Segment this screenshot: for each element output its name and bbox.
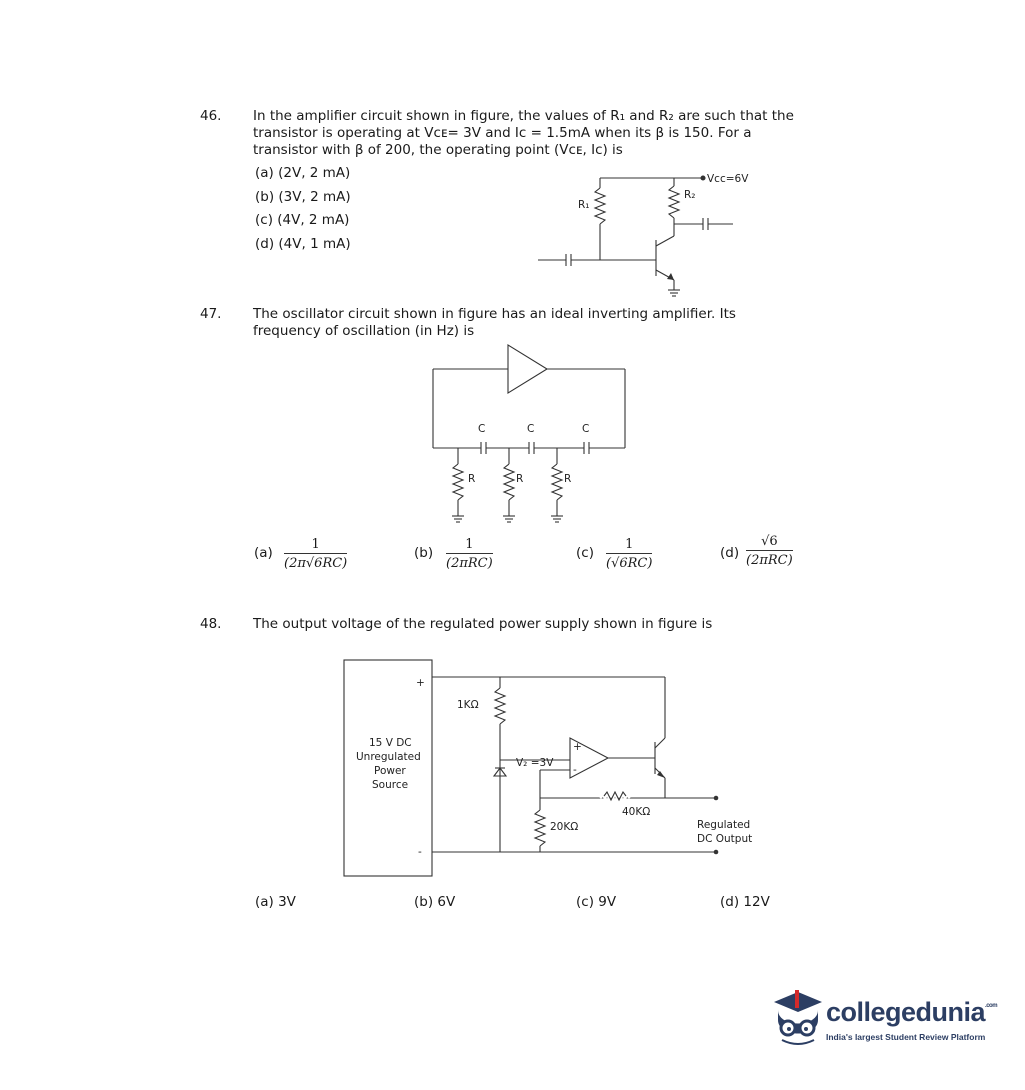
minus-label: - <box>418 846 422 858</box>
option-b-label[interactable]: (b) <box>414 545 434 561</box>
source-label: 15 V DC <box>369 737 412 749</box>
source-label: Unregulated <box>356 751 421 763</box>
collegedunia-logo-icon <box>768 988 824 1054</box>
option-b[interactable]: (b) (3V, 2 mA) <box>255 189 351 205</box>
source-label: Power <box>374 765 406 777</box>
formula-denominator: (√6RC) <box>606 556 653 571</box>
resistor-label: R <box>564 473 572 485</box>
option-a[interactable]: (a) 3V <box>255 894 296 910</box>
capacitor-label: C <box>527 423 535 435</box>
formula-numerator: 1 <box>606 537 652 554</box>
formula-denominator: (2πRC) <box>446 556 493 571</box>
question-line: In the amplifier circuit shown in figure, the values of R₁ and R₂ are such that the <box>253 108 794 124</box>
resistor-20k-label: 20KΩ <box>550 821 579 833</box>
opamp-minus-label: - <box>573 764 577 776</box>
resistor-label: R <box>468 473 476 485</box>
option-d[interactable]: (d) 12V <box>720 894 770 910</box>
resistor-label: R <box>516 473 524 485</box>
option-b[interactable]: (b) 6V <box>414 894 456 910</box>
question-number: 48. <box>200 616 222 632</box>
option-a-label[interactable]: (a) <box>254 545 273 561</box>
question-number: 47. <box>200 306 222 322</box>
option-d[interactable]: (d) (4V, 1 mA) <box>255 236 351 252</box>
r2-label: R₂ <box>684 189 696 201</box>
question-number: 46. <box>200 108 222 124</box>
r1-label: R₁ <box>578 199 590 211</box>
capacitor-label: C <box>582 423 590 435</box>
zener-voltage-label: V₂ =3V <box>516 757 554 769</box>
formula-denominator: (2πRC) <box>746 553 793 568</box>
output-label: Regulated <box>697 819 751 831</box>
plus-label: + <box>416 677 425 689</box>
source-label: Source <box>372 779 409 791</box>
option-c[interactable]: (c) 9V <box>576 894 617 910</box>
brand-name[interactable] <box>826 997 997 1028</box>
opamp-plus-label: + <box>573 741 582 753</box>
question-line: transistor with β of 200, the operating point (Vᴄᴇ, Iᴄ) is <box>253 142 623 158</box>
question-line: The oscillator circuit shown in figure has an ideal inverting amplifier. Its <box>253 306 736 322</box>
vcc-label: Vcc=6V <box>707 173 749 185</box>
formula-numerator: 1 <box>284 537 347 554</box>
brand-tagline: India's largest Student Review Platform <box>826 1032 986 1042</box>
question-line: frequency of oscillation (in Hz) is <box>253 323 475 339</box>
capacitor-label: C <box>478 423 486 435</box>
option-c[interactable]: (c) (4V, 2 mA) <box>255 212 350 228</box>
formula-denominator: (2π√6RC) <box>284 556 348 571</box>
option-d-label[interactable]: (d) <box>720 545 740 561</box>
brand-name-text: collegedunia <box>826 997 986 1027</box>
brand-superscript: .com <box>985 1003 998 1009</box>
option-c-label[interactable]: (c) <box>576 545 594 561</box>
resistor-1k-label: 1KΩ <box>457 699 479 711</box>
formula-numerator: 1 <box>446 537 493 554</box>
formula-numerator: √6 <box>746 534 793 551</box>
output-label: DC Output <box>697 833 753 845</box>
question-line: transistor is operating at Vᴄᴇ= 3V and Iᴄ = 1.5mA when its β is 150. For a <box>253 125 752 141</box>
resistor-40k-label: 40KΩ <box>622 806 651 818</box>
question-line: The output voltage of the regulated power supply shown in figure is <box>253 616 713 632</box>
option-a[interactable]: (a) (2V, 2 mA) <box>255 165 351 181</box>
